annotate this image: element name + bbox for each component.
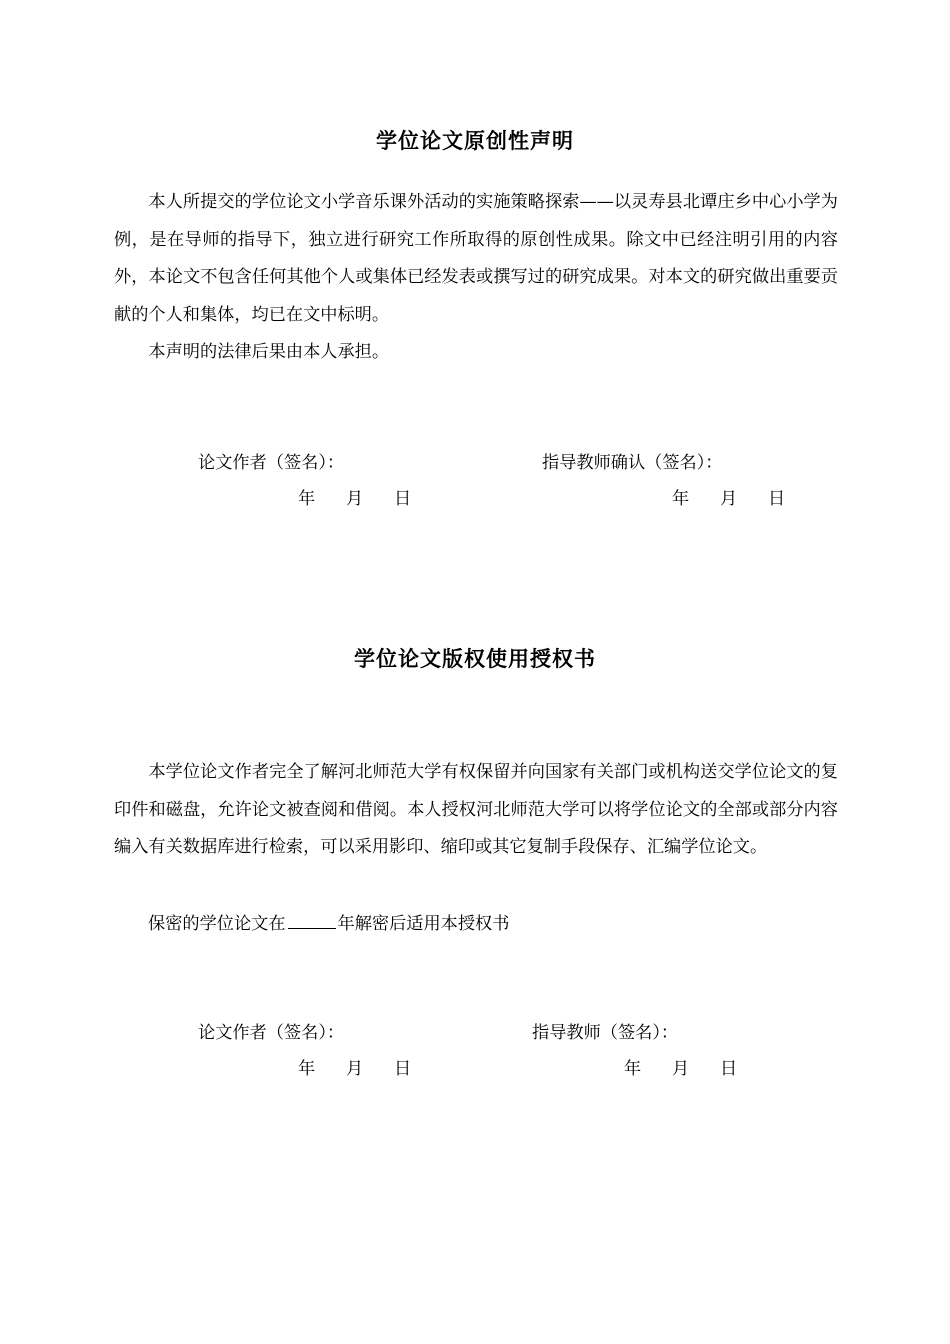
date-month: 月 xyxy=(672,1059,690,1079)
date-day: 日 xyxy=(768,489,786,509)
declaration-title: 学位论文原创性声明 xyxy=(376,129,574,153)
date-year: 年 xyxy=(298,1059,316,1079)
authorization-title: 学位论文版权使用授权书 xyxy=(354,647,596,671)
declaration-author-date xyxy=(298,486,442,512)
authorization-secret-line xyxy=(148,911,509,937)
authorization-advisor-sign-label: 指导教师（签名）： xyxy=(532,1023,679,1043)
date-month: 月 xyxy=(720,489,738,509)
date-day: 日 xyxy=(394,489,412,509)
date-year: 年 xyxy=(672,489,690,509)
authorization-author-sign-label: 论文作者（签名）： xyxy=(198,1023,345,1043)
declaration-paragraph-1: 本人所提交的学位论文小学音乐课外活动的实施策略探索——以灵寿县北谭庄乡中心小学为例，是在导师的指导下，独立进行研究工作所取得的原创性成果。除文中已经注明引用的内容外，本论文不包含任何其他个人或集体已经发表或撰写过的研究成果。对本文的研究做出重要贡献的个人和集体，均已在文中标明。 xyxy=(114,192,838,325)
declaration-paragraph-2: 本声明的法律后果由本人承担。 xyxy=(148,342,390,362)
declaration-advisor-sign-label: 指导教师确认（签名）： xyxy=(542,453,723,473)
declaration-advisor-date xyxy=(672,486,816,512)
secret-prefix: 保密的学位论文在 xyxy=(148,914,286,934)
date-day: 日 xyxy=(720,1059,738,1079)
date-month: 月 xyxy=(346,489,364,509)
declaration-author-sign-label: 论文作者（签名）： xyxy=(198,453,345,473)
authorization-advisor-date xyxy=(624,1056,768,1082)
secret-suffix: 年解密后适用本授权书 xyxy=(337,914,510,934)
authorization-paragraph-1: 本学位论文作者完全了解河北师范大学有权保留并向国家有关部门或机构送交学位论文的复印件和磁盘，允许论文被查阅和借阅。本人授权河北师范大学可以将学位论文的全部或部分内容编入有关数据库进行检索，可以采用影印、缩印或其它复制手段保存、汇编学位论文。 xyxy=(114,762,838,857)
date-year: 年 xyxy=(298,489,316,509)
date-year: 年 xyxy=(624,1059,642,1079)
authorization-author-date xyxy=(298,1056,442,1082)
secret-years-blank[interactable] xyxy=(288,914,336,929)
date-day: 日 xyxy=(394,1059,412,1079)
date-month: 月 xyxy=(346,1059,364,1079)
